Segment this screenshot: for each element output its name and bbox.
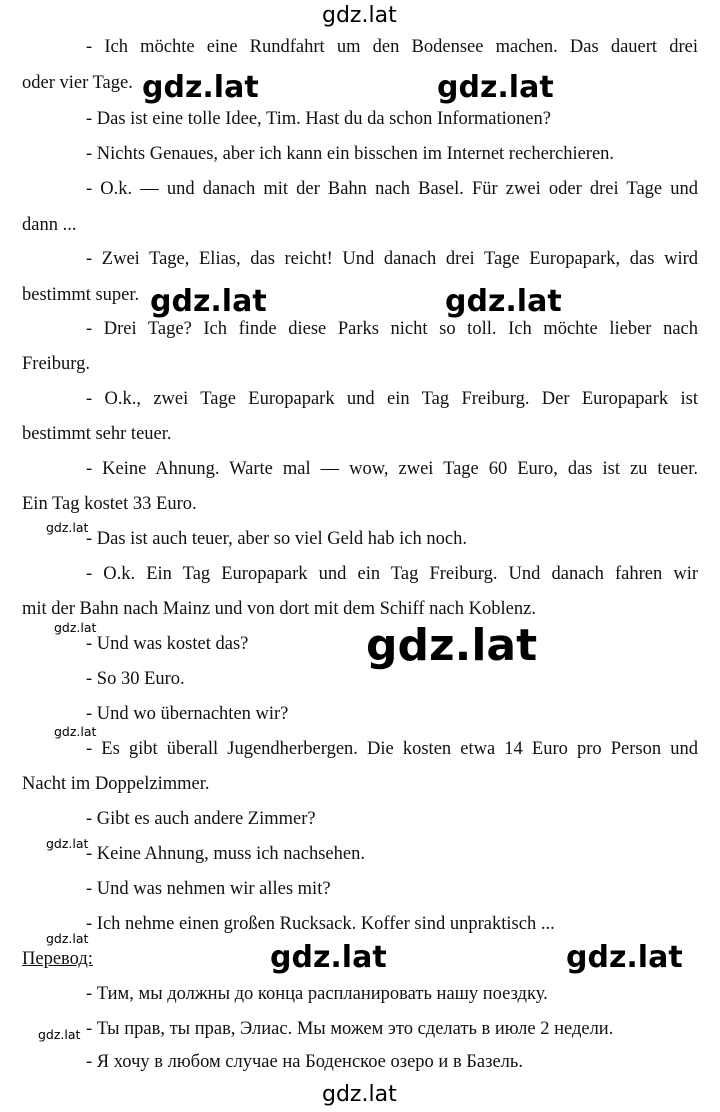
text-line-3: - Das ist eine tolle Idee, Tim. Hast du da schon Informationen? [86, 109, 551, 129]
watermark-small: gdz.lat [38, 1027, 81, 1042]
text-line-22: Nacht im Doppelzimmer. [22, 774, 210, 794]
translation-line-2: - Ты прав, ты прав, Элиас. Мы можем это сделать в июле 2 недели. [86, 1019, 614, 1039]
text-line-11: - O.k., zwei Tage Europapark und ein Tag Freiburg. Der Europapark ist [86, 389, 698, 409]
watermark-large: gdz.lat [270, 940, 387, 975]
text-line-16: - O.k. Ein Tag Europapark und ein Tag Freiburg. Und danach fahren wir [86, 564, 698, 584]
watermark-large: gdz.lat [445, 284, 562, 319]
watermark-small: gdz.lat [46, 520, 89, 535]
text-line-24: - Keine Ahnung, muss ich nachsehen. [86, 844, 365, 864]
text-line-2: oder vier Tage. [22, 73, 133, 93]
text-line-6: dann ... [22, 215, 77, 235]
text-line-18: - Und was kostet das? [86, 634, 249, 654]
translation-line-1: - Тим, мы должны до конца распланировать нашу поездку. [86, 984, 548, 1004]
watermark-large: gdz.lat [566, 940, 683, 975]
watermark-large: gdz.lat [437, 70, 554, 105]
text-line-7: - Zwei Tage, Elias, das reicht! Und danach drei Tage Europapark, das wird [86, 249, 698, 269]
watermark-bottom: gdz.lat [322, 1082, 397, 1107]
text-line-20: - Und wo übernachten wir? [86, 704, 289, 724]
text-line-23: - Gibt es auch andere Zimmer? [86, 809, 316, 829]
watermark-huge: gdz.lat [366, 620, 538, 671]
text-line-10: Freiburg. [22, 354, 91, 374]
watermark-small: gdz.lat [54, 620, 97, 635]
text-line-13: - Keine Ahnung. Warte mal — wow, zwei Tage 60 Euro, das ist zu teuer. [86, 459, 698, 479]
text-line-9: - Drei Tage? Ich finde diese Parks nicht so toll. Ich möchte lieber nach [86, 319, 698, 339]
text-line-19: - So 30 Euro. [86, 669, 185, 689]
text-line-1: - Ich möchte eine Rundfahrt um den Bodensee machen. Das dauert drei [86, 37, 698, 57]
text-line-4: - Nichts Genaues, aber ich kann ein bisschen im Internet recherchieren. [86, 144, 615, 164]
watermark-large: gdz.lat [150, 284, 267, 319]
watermark-top: gdz.lat [322, 3, 397, 28]
text-line-5: - O.k. — und danach mit der Bahn nach Basel. Für zwei oder drei Tage und [86, 179, 698, 199]
watermark-small: gdz.lat [46, 836, 89, 851]
text-line-25: - Und was nehmen wir alles mit? [86, 879, 331, 899]
text-line-15: - Das ist auch teuer, aber so viel Geld hab ich noch. [86, 529, 467, 549]
watermark-large: gdz.lat [142, 70, 259, 105]
text-line-8: bestimmt super. [22, 285, 140, 305]
watermark-small: gdz.lat [54, 724, 97, 739]
text-line-12: bestimmt sehr teuer. [22, 424, 172, 444]
text-line-26: - Ich nehme einen großen Rucksack. Koffer sind unpraktisch ... [86, 914, 555, 934]
translation-line-3: - Я хочу в любом случае на Боденское озеро и в Базель. [86, 1052, 523, 1072]
watermark-small: gdz.lat [46, 931, 89, 946]
text-line-21: - Es gibt überall Jugendherbergen. Die kosten etwa 14 Euro pro Person und [86, 739, 698, 759]
text-line-17: mit der Bahn nach Mainz und von dort mit dem Schiff nach Koblenz. [22, 599, 536, 619]
translation-heading: Перевод: [22, 949, 93, 969]
text-line-14: Ein Tag kostet 33 Euro. [22, 494, 197, 514]
